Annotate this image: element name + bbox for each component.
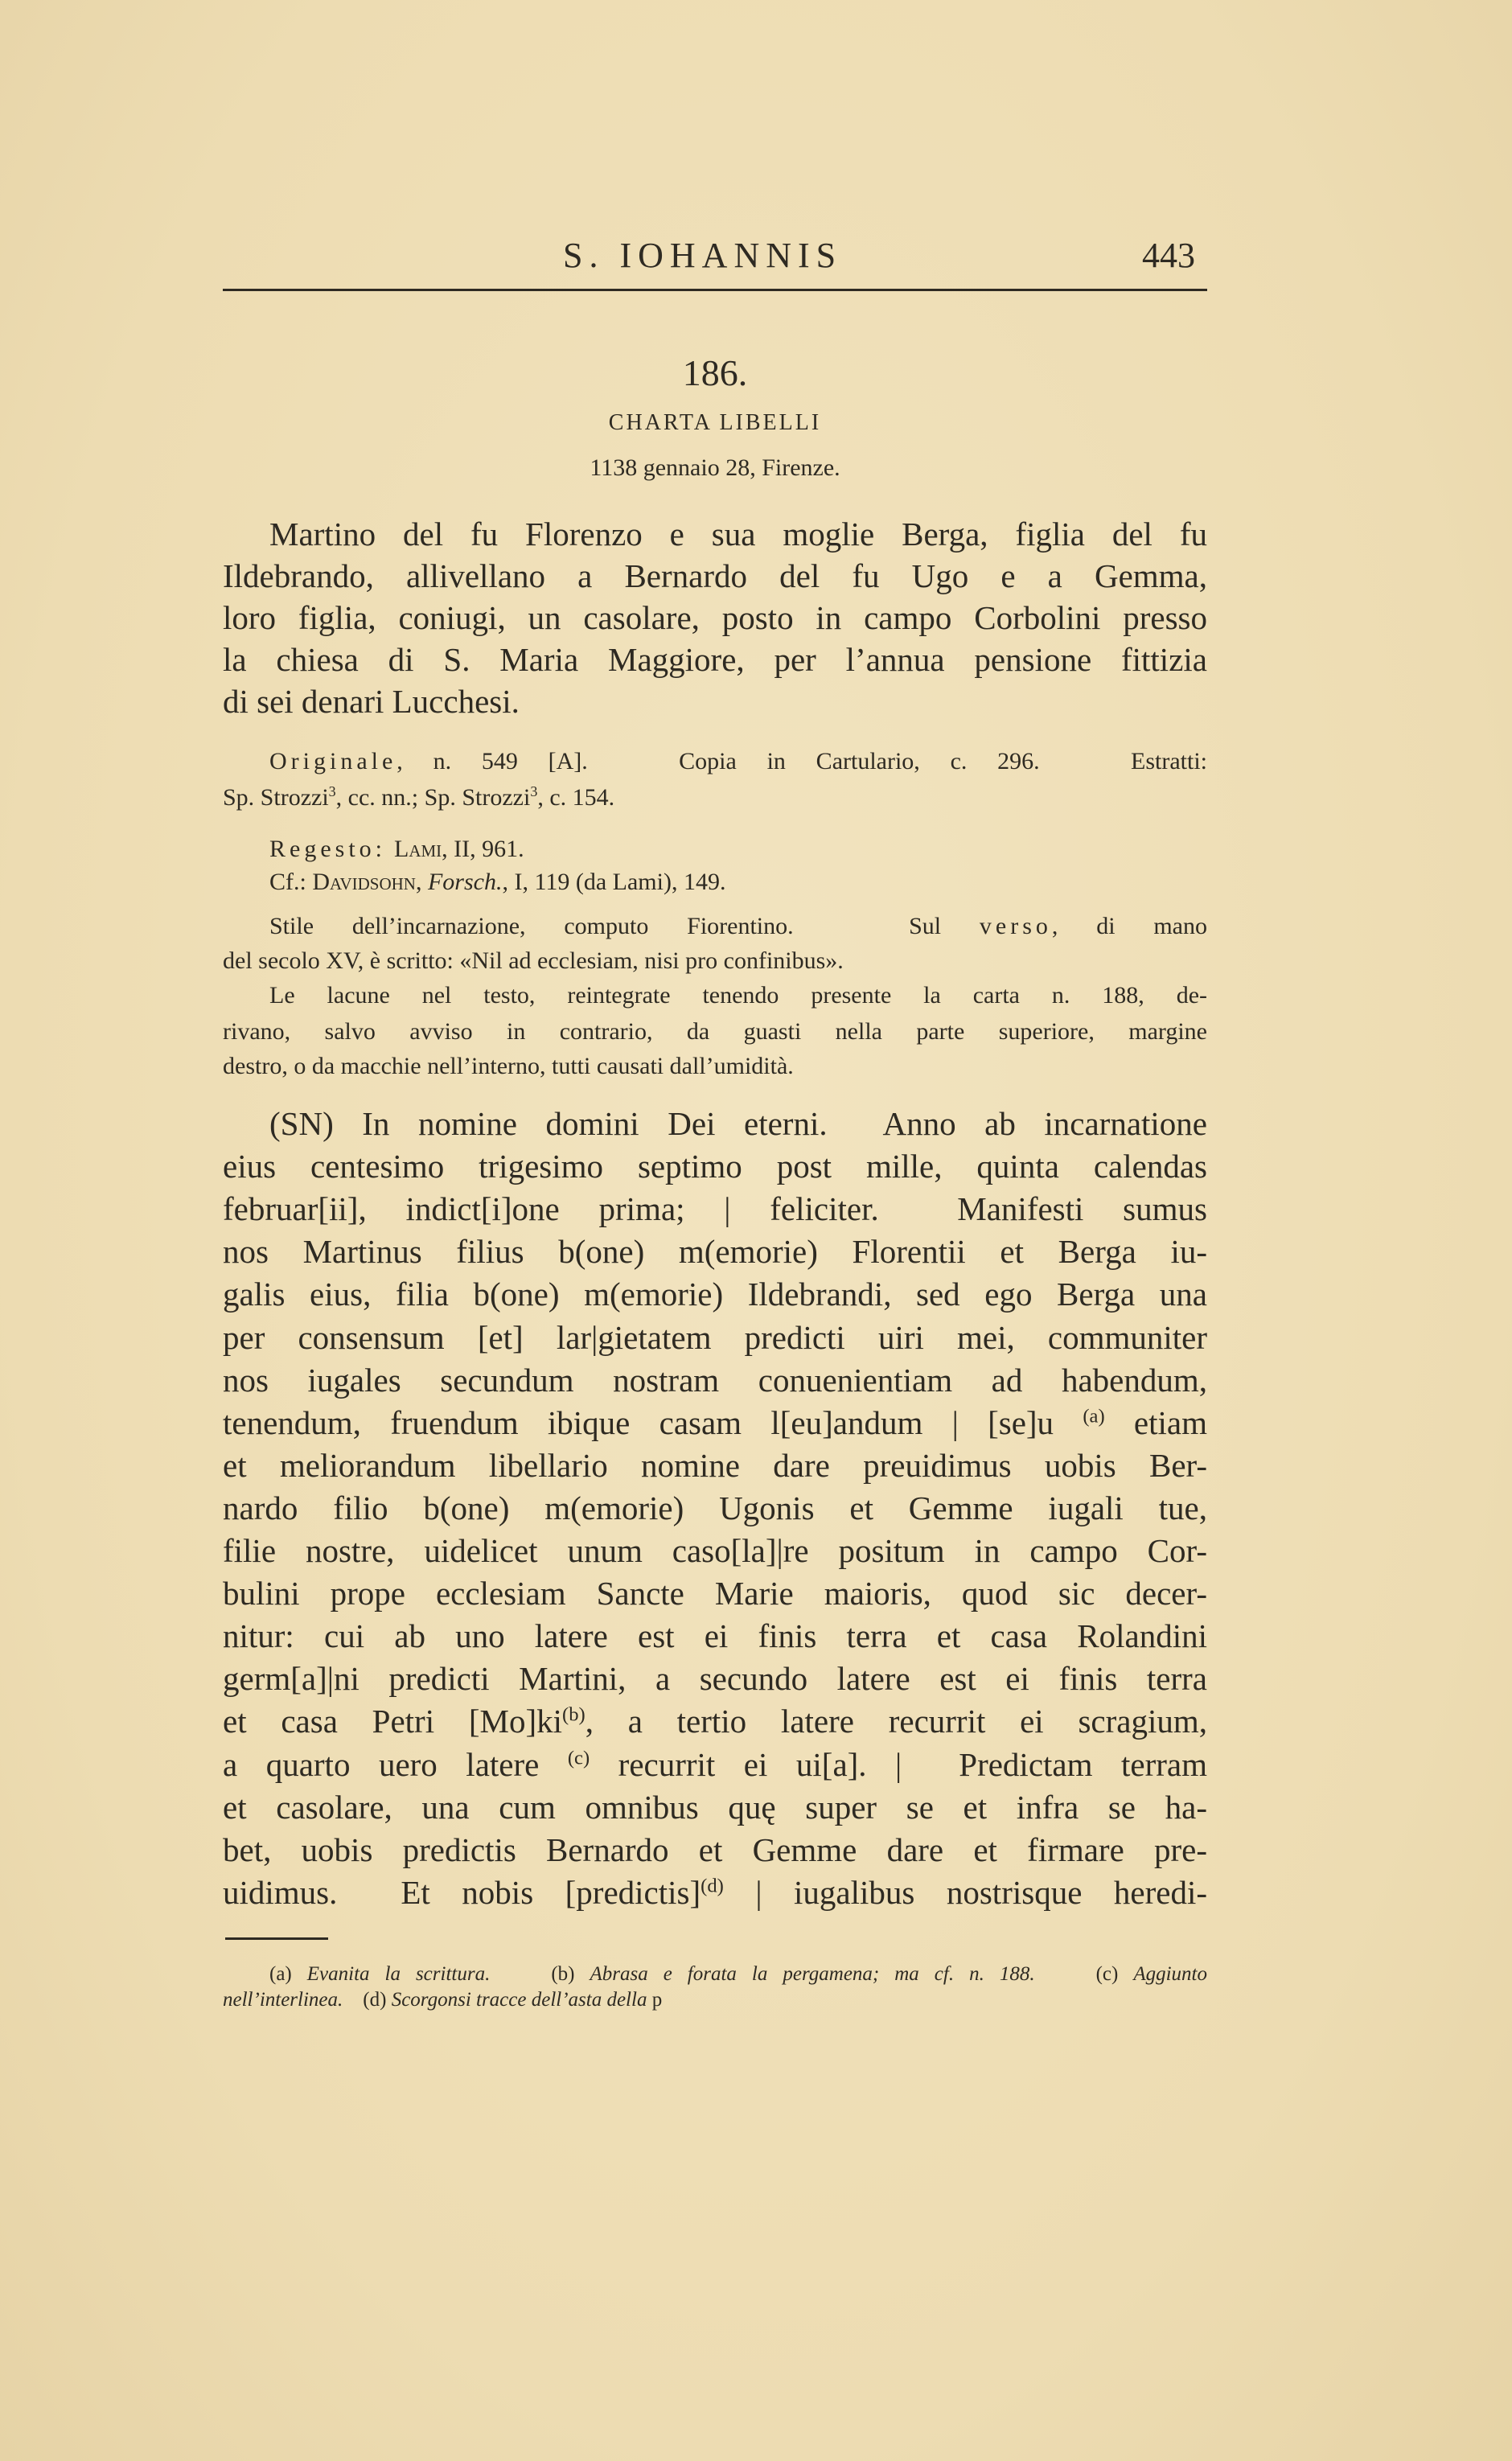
text-line: [223, 1530, 1207, 1572]
text-segment: Martino del fu Florenzo e sua moglie Berga, figlia del fu: [269, 516, 1207, 553]
text-line: [223, 1273, 1207, 1316]
text-segment: verso: [979, 913, 1052, 939]
text-line: [223, 1786, 1207, 1829]
note-line: [223, 1014, 1207, 1050]
summary-line: [223, 597, 1207, 639]
text-segment: (a): [269, 1963, 307, 1985]
text-line: [223, 1444, 1207, 1487]
text-line: [223, 1658, 1207, 1700]
text-segment: Aggiunto: [1133, 1963, 1208, 1985]
text-segment: eius centesimo trigesimo septimo post mille, quinta calendas: [223, 1148, 1207, 1185]
text-segment: loro figlia, coniugi, un casolare, posto in campo Corbolini presso: [223, 599, 1207, 636]
text-segment: Regesto: [269, 836, 376, 862]
footnote-line: [269, 1961, 1207, 1988]
text-segment: , a tertio latere recurrit ei scragium,: [585, 1703, 1207, 1740]
document-number: 186.: [682, 352, 748, 393]
text-segment: , c. 154.: [537, 784, 615, 811]
text-line: [223, 1317, 1207, 1359]
text-line: [223, 1359, 1207, 1402]
text-line: [223, 1487, 1207, 1530]
summary-line: [223, 555, 1207, 597]
text-segment: galis eius, filia b(one) m(emorie) Ildebrandi, sed ego Berga una: [223, 1276, 1207, 1313]
text-segment: rivano, salvo avviso in contrario, da guasti nella parte superiore, margine: [223, 1018, 1207, 1045]
text-line: [223, 1829, 1207, 1871]
text-line: [223, 1871, 1207, 1914]
text-line: [223, 1188, 1207, 1230]
text-segment: , di mano: [1051, 913, 1207, 939]
text-segment: nos iugales secundum nostram conuenientiam ad habendum,: [223, 1361, 1207, 1399]
text-segment: nos Martinus filius b(one) m(emorie) Florentii et Berga iu-: [223, 1233, 1207, 1271]
text-segment: Ildebrando, allivellano a Bernardo del fu Ugo e a Gemma,: [223, 557, 1207, 594]
text-segment: | iugalibus nostrisque heredi-: [723, 1873, 1207, 1911]
text-segment: :: [375, 836, 394, 862]
text-line: [223, 1402, 1207, 1444]
text-segment: , I, 119 (da Lami), 149.: [502, 869, 726, 895]
text-line: [223, 1744, 1207, 1786]
text-segment: et casa Petri [Mo]ki: [223, 1703, 562, 1740]
text-line: [223, 1145, 1207, 1188]
text-segment: Lami: [394, 836, 442, 862]
footnote-marker: 3: [530, 783, 538, 799]
document-type: CHARTA LIBELLI: [608, 410, 822, 435]
note-line: [223, 780, 1207, 816]
note-line: [269, 909, 1207, 944]
text-segment: , cc. nn.; Sp. Strozzi: [335, 784, 531, 811]
text-segment: bet, uobis predictis Bernardo et Gemme dare et firmare pre-: [223, 1830, 1207, 1868]
text-segment: nitur: cui ab uno latere est ei finis terra et casa Rolandini: [223, 1617, 1207, 1655]
text-segment: , II, 961.: [442, 836, 524, 862]
note-line: [269, 978, 1207, 1013]
note-line: [269, 832, 1207, 867]
text-segment: a quarto uero latere: [223, 1745, 568, 1783]
text-segment: (b): [490, 1963, 590, 1985]
note-line: [223, 943, 1207, 979]
text-segment: (c): [1034, 1963, 1134, 1985]
text-segment: ,: [415, 869, 428, 895]
footnote-marker: 3: [328, 783, 336, 799]
text-segment: nell’interlinea.: [223, 1989, 343, 2011]
text-segment: per consensum [et] lar|gietatem predicti uiri mei, communiter: [223, 1318, 1207, 1356]
text-segment: destro, o da macchie nell’interno, tutti causati dall’umidità.: [223, 1053, 794, 1079]
text-segment: Sp. Strozzi: [223, 784, 329, 811]
text-segment: Forsch.: [427, 869, 503, 895]
footnote-line: [223, 1986, 1207, 2014]
text-segment: (d): [343, 1989, 392, 2011]
note-line: [223, 1049, 1207, 1084]
text-segment: nardo filio b(one) m(emorie) Ugonis et Gemme iugali tue,: [223, 1489, 1207, 1526]
text-line: [223, 1572, 1207, 1615]
text-segment: Stile dell’incarnazione, computo Fiorentino. Sul: [269, 913, 980, 939]
text-line: [223, 1615, 1207, 1658]
note-line: [269, 865, 1207, 900]
note-line: [269, 744, 1207, 779]
text-line: [223, 1230, 1207, 1273]
text-segment: Le lacune nel testo, reintegrate tenendo presente la carta n. 188, de-: [269, 982, 1207, 1009]
text-segment: et meliorandum libellario nomine dare preuidimus uobis Ber-: [223, 1446, 1207, 1484]
footnote-rule: [225, 1937, 328, 1940]
text-segment: filie nostre, uidelicet unum caso[la]|re positum in campo Cor-: [223, 1532, 1207, 1569]
text-segment: p: [647, 1989, 663, 2011]
text-segment: germ[a]|ni predicti Martini, a secundo latere est ei finis terra: [223, 1660, 1207, 1698]
summary-line: [223, 639, 1207, 680]
text-segment: di sei denari Lucchesi.: [223, 683, 520, 720]
text-segment: (SN) In nomine domini Dei eterni. Anno ab incarnatione: [269, 1105, 1207, 1142]
text-segment: et casolare, una cum omnibus quę super se et infra se ha-: [223, 1788, 1207, 1826]
header-rule: [223, 289, 1207, 291]
footnote-marker: (c): [567, 1746, 590, 1769]
footnote-marker: (d): [701, 1875, 724, 1897]
text-segment: la chiesa di S. Maria Maggiore, per l’annua pensione fittizia: [223, 641, 1207, 678]
page-number: 443: [1142, 236, 1195, 275]
text-line: [269, 1103, 1207, 1145]
text-segment: , n. 549 [A]. Copia in Cartulario, c. 296. Estratti:: [396, 748, 1207, 774]
summary-line: [223, 680, 1207, 722]
text-segment: Scorgonsi tracce dell’asta della: [391, 1989, 647, 2011]
text-segment: recurrit ei ui[a]. | Predictam terram: [590, 1745, 1207, 1783]
text-segment: tenendum, fruendum ibique casam l[eu]andum | [se]u: [223, 1403, 1083, 1441]
summary-line: [269, 513, 1207, 555]
text-segment: Evanita la scrittura.: [306, 1963, 491, 1985]
text-segment: uidimus. Et nobis [predictis]: [223, 1873, 701, 1911]
footnote-marker: (b): [562, 1703, 585, 1726]
text-segment: Davidsohn: [312, 869, 416, 895]
text-segment: Abrasa e forata la pergamena; ma cf. n. 188.: [590, 1963, 1035, 1985]
text-segment: bulini prope ecclesiam Sancte Marie maioris, quod sic decer-: [223, 1575, 1207, 1613]
text-segment: del secolo XV, è scritto: «Nil ad ecclesiam, nisi pro confinibus».: [223, 947, 844, 974]
text-segment: etiam: [1104, 1403, 1207, 1441]
document-date-place: 1138 gennaio 28, Firenze.: [590, 454, 840, 481]
text-segment: Cf.:: [269, 869, 313, 895]
text-segment: Originale: [269, 748, 397, 774]
text-line: [223, 1700, 1207, 1743]
footnote-marker: (a): [1083, 1405, 1105, 1428]
running-header-title: S. IOHANNIS: [563, 236, 843, 275]
text-segment: februar[ii], indict[i]one prima; | feliciter. Manifesti sumus: [223, 1190, 1207, 1228]
